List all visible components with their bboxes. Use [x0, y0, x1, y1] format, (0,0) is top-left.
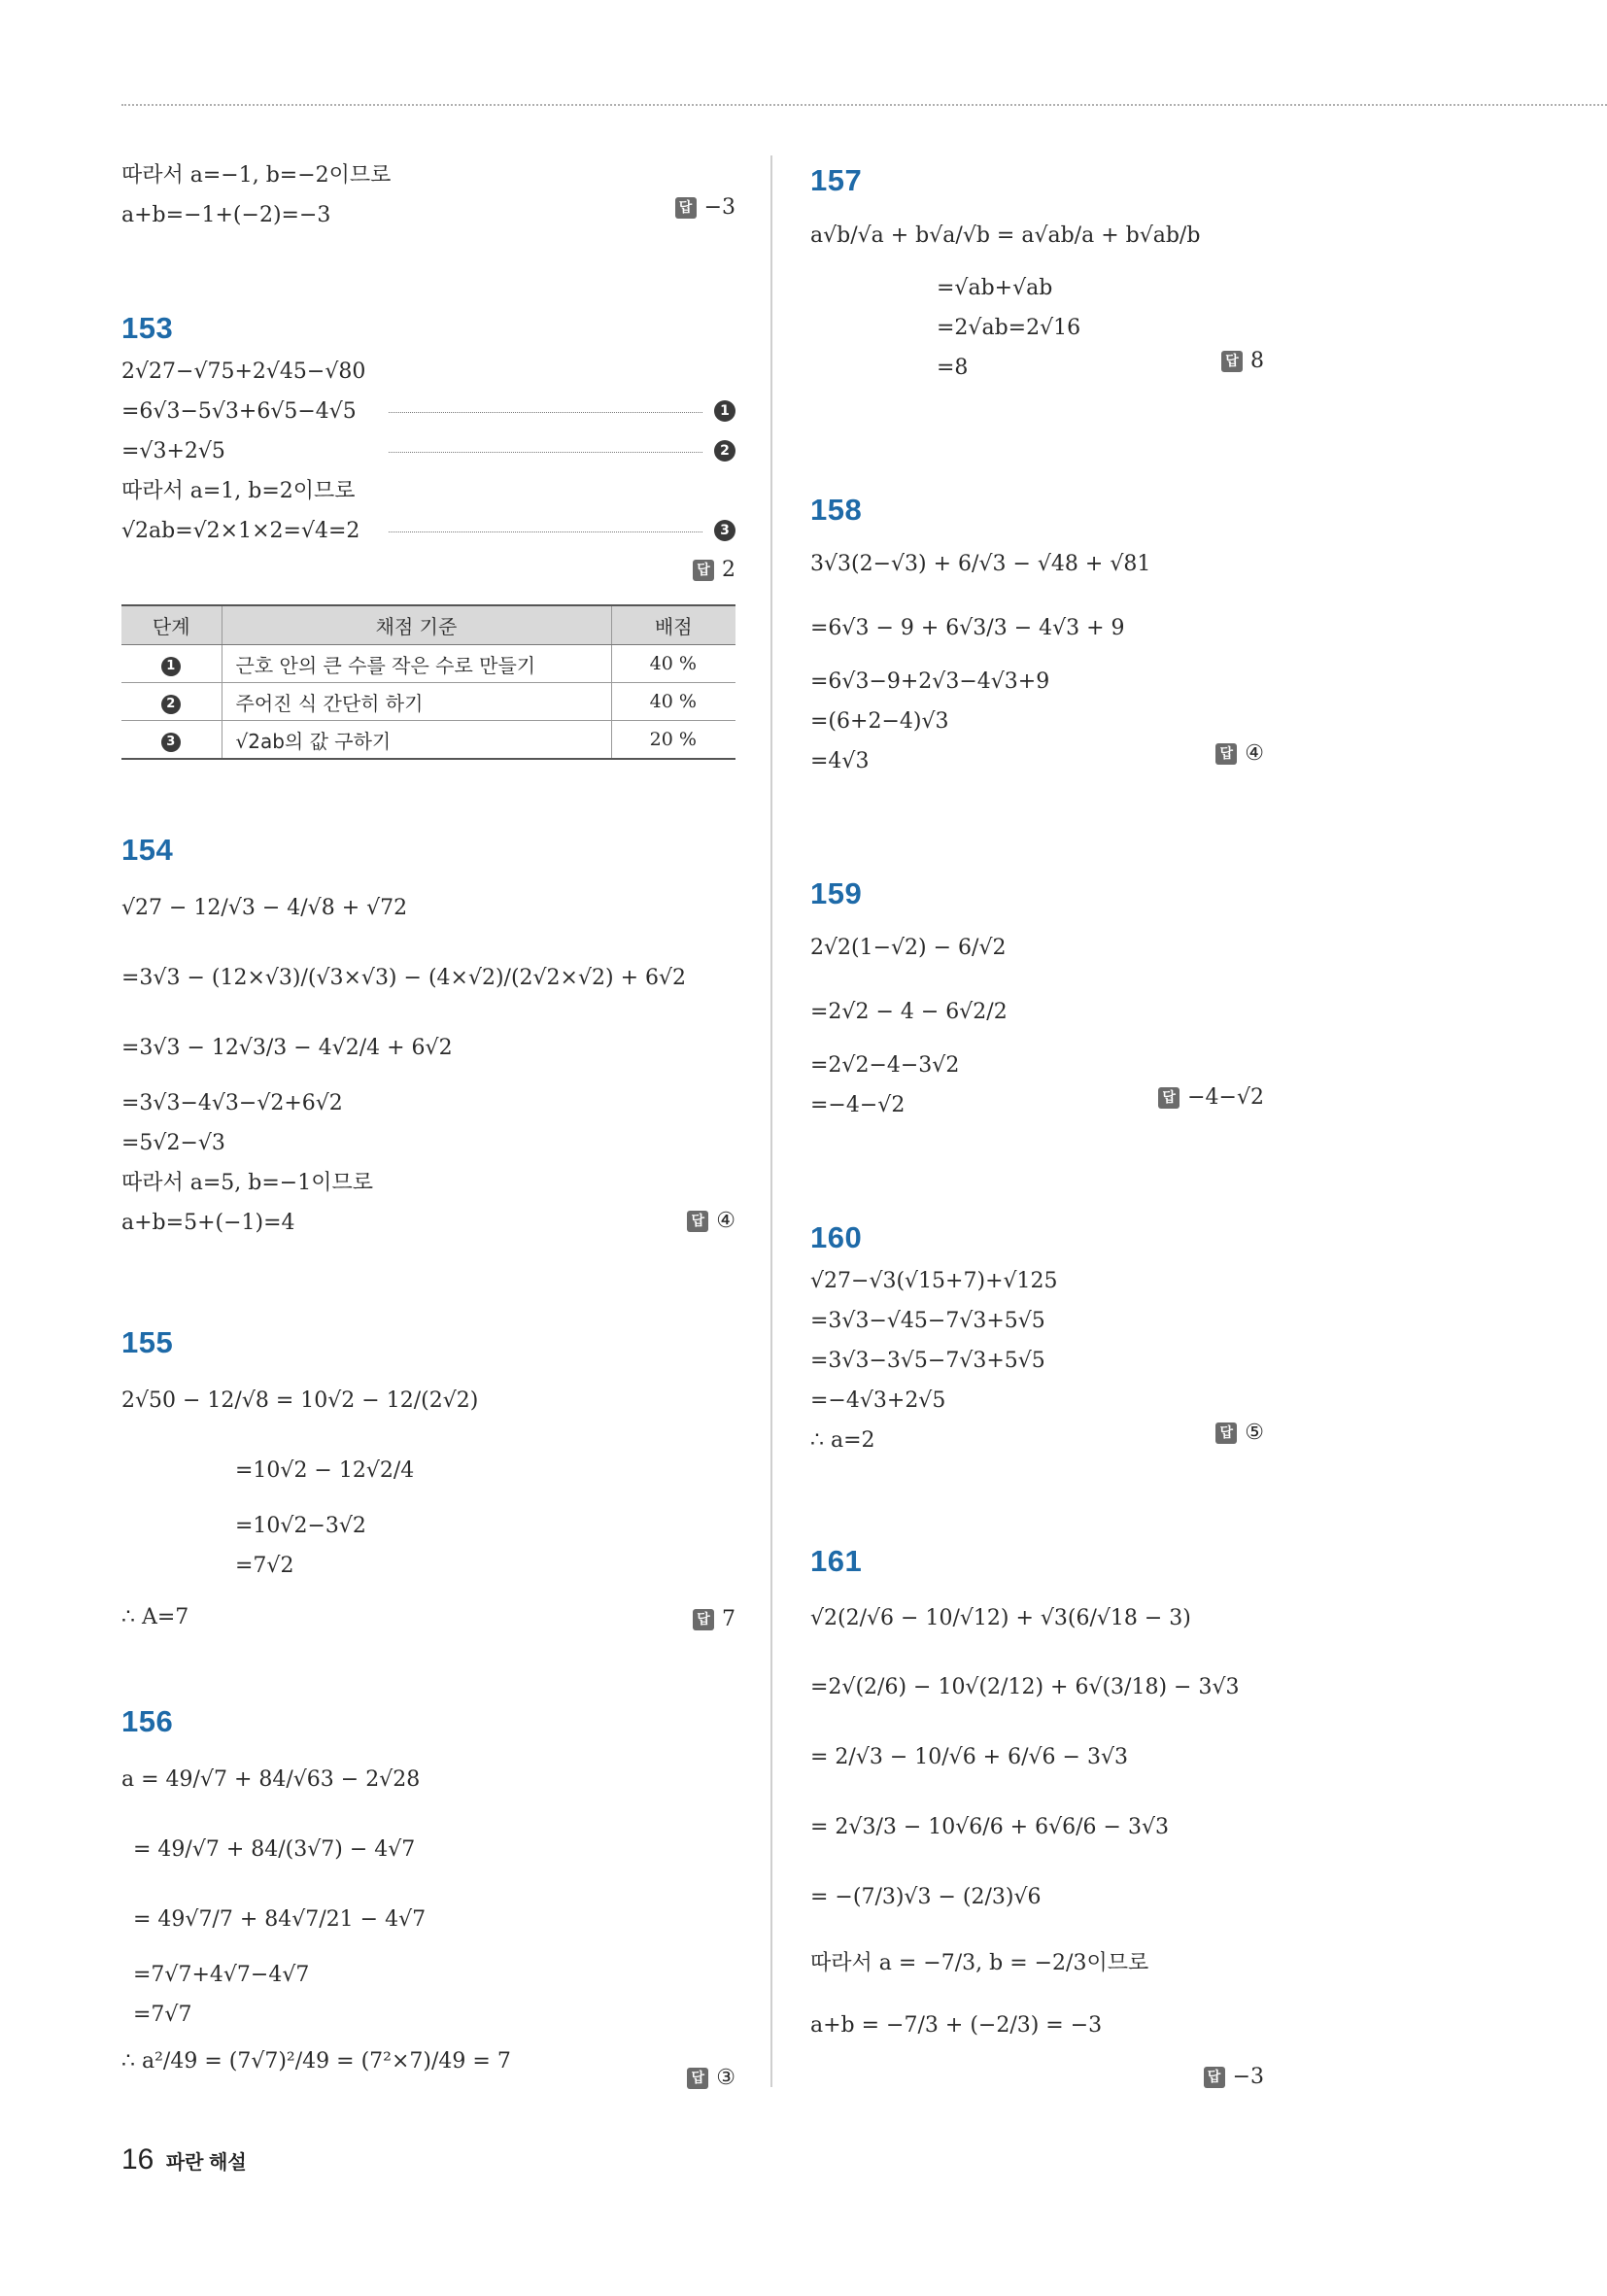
problem-number: 154	[121, 833, 174, 867]
previous-problem-continuation	[121, 155, 735, 235]
answer-value: ④	[716, 1209, 735, 1233]
solution-line: a+b=−1+(−2)=−3	[121, 203, 331, 227]
answer-icon: 답	[1215, 743, 1237, 765]
solution-line: = 49/√7 + 84/(3√7) − 4√7	[133, 1837, 416, 1862]
table-cell-step	[121, 645, 222, 683]
table-cell-step	[121, 683, 222, 721]
answer-badge	[687, 1209, 735, 1233]
solution-line: √27−√3(√15+7)+√125	[810, 1269, 1058, 1293]
solution-line-step-3	[121, 511, 735, 551]
solution-line: =√ab+√ab	[937, 276, 1053, 300]
solution-line: a+b=5+(−1)=4	[121, 1211, 295, 1235]
table-row	[121, 645, 735, 683]
solution-line: 따라서 a=−1, b=−2이므로	[121, 163, 392, 188]
table-cell-criterion: √2ab의 값 구하기	[222, 721, 611, 760]
problem-155	[121, 1323, 735, 1637]
answer-badge	[1221, 349, 1264, 373]
answer-value: −4−√2	[1187, 1085, 1264, 1110]
table-cell-criterion: 주어진 식 간단히 하기	[222, 683, 611, 721]
answer-value: ④	[1245, 741, 1264, 766]
solution-line: √27 − 12/√3 − 4/√8 + √72	[121, 896, 408, 920]
solution-line-step-1	[121, 392, 735, 431]
answer-badge	[1204, 2065, 1264, 2089]
problem-157	[810, 161, 1424, 388]
solution-line: =−4√3+2√5	[810, 1388, 946, 1413]
dotted-leader	[389, 452, 702, 453]
solution-line: 2√2(1−√2) − 6/√2	[810, 936, 1007, 960]
table-header: 채점 기준	[222, 605, 611, 645]
solution-line: 3√3(2−√3) + 6/√3 − √48 + √81	[810, 552, 1151, 576]
problem-number: 157	[810, 163, 863, 197]
solution-line: =2√(2/6) − 10√(2/12) + 6√(3/18) − 3√3	[810, 1675, 1240, 1699]
problem-156	[121, 1702, 735, 2089]
problem-number: 156	[121, 1704, 174, 1738]
step-marker-icon: 1	[161, 657, 181, 676]
answer-badge	[675, 195, 735, 220]
solution-line: =8	[937, 356, 969, 380]
solution-line: = 2/√3 − 10/√6 + 6/√6 − 3√3	[810, 1745, 1128, 1769]
solution-line: =−4−√2	[810, 1093, 906, 1117]
problem-160	[810, 1218, 1424, 1460]
book-section-title: 파란 해설	[165, 2152, 247, 2174]
answer-value: 8	[1250, 349, 1264, 373]
answer-icon: 답	[687, 2068, 708, 2089]
column-divider	[770, 155, 772, 2087]
page-number: 16	[121, 2143, 154, 2176]
solution-line: =6√3−9+2√3−4√3+9	[810, 669, 1050, 694]
solution-line: a = 49/√7 + 84/√63 − 2√28	[121, 1767, 421, 1792]
solution-line: 따라서 a = −7/3, b = −2/3이므로	[810, 1951, 1149, 1975]
solution-line: a√b/√a + b√a/√b = a√ab/a + b√ab/b	[810, 223, 1201, 248]
page-footer	[121, 2143, 247, 2176]
solution-line: =3√3−√45−7√3+5√5	[810, 1309, 1045, 1333]
answer-value: ③	[716, 2066, 735, 2090]
problem-number: 161	[810, 1544, 863, 1578]
solution-line: =2√2 − 4 − 6√2/2	[810, 1000, 1008, 1024]
dotted-leader	[389, 531, 702, 532]
table-header: 단계	[121, 605, 222, 645]
solution-line: √2(2/√6 − 10/√12) + √3(6/√18 − 3)	[810, 1606, 1191, 1630]
answer-value: −3	[703, 195, 735, 220]
solution-line: =10√2 − 12√2/4	[235, 1458, 415, 1483]
problem-number: 158	[810, 493, 863, 527]
table-cell-points: 40 %	[611, 683, 735, 721]
step-marker-icon: 3	[714, 520, 735, 541]
answer-badge	[687, 2066, 735, 2090]
step-expression: =√3+2√5	[121, 439, 225, 463]
problem-number: 155	[121, 1325, 174, 1359]
table-header-row	[121, 605, 735, 645]
solution-line: ∴ a=2	[810, 1428, 875, 1453]
solution-line: =7√2	[235, 1554, 294, 1578]
solution-line: a+b = −7/3 + (−2/3) = −3	[810, 2013, 1103, 2038]
problem-158	[810, 491, 1424, 781]
solution-line: 2√50 − 12/√8 = 10√2 − 12/(2√2)	[121, 1388, 479, 1413]
solution-line: =3√3−4√3−√2+6√2	[121, 1091, 343, 1115]
step-marker-icon: 1	[714, 400, 735, 422]
table-cell-points: 20 %	[611, 721, 735, 760]
answer-value: ⑤	[1245, 1421, 1264, 1445]
step-expression: =6√3−5√3+6√5−4√5	[121, 399, 357, 424]
page-top-divider	[121, 104, 1607, 106]
answer-icon: 답	[693, 560, 714, 581]
table-row	[121, 683, 735, 721]
answer-icon: 답	[1215, 1422, 1237, 1444]
solution-line: =3√3−3√5−7√3+5√5	[810, 1349, 1045, 1373]
solution-line-step-2	[121, 431, 735, 471]
step-marker-icon: 2	[714, 440, 735, 462]
answer-value: −3	[1232, 2065, 1264, 2089]
answer-icon: 답	[693, 1609, 714, 1630]
solution-line: =2√2−4−3√2	[810, 1053, 960, 1078]
scoring-table	[121, 604, 735, 760]
step-expression: √2ab=√2×1×2=√4=2	[121, 519, 360, 543]
table-row	[121, 721, 735, 760]
step-marker-icon: 2	[161, 695, 181, 714]
answer-value: 2	[722, 558, 735, 582]
answer-badge	[693, 558, 735, 582]
problem-number: 153	[121, 311, 174, 345]
answer-badge	[693, 1607, 735, 1631]
solution-line: =4√3	[810, 749, 870, 773]
answer-icon: 답	[1158, 1087, 1180, 1109]
solution-line: 2√27−√75+2√45−√80	[121, 360, 366, 384]
table-header: 배점	[611, 605, 735, 645]
solution-line: =7√7	[133, 2003, 192, 2027]
answer-icon: 답	[687, 1211, 708, 1232]
solution-line: =5√2−√3	[121, 1131, 225, 1155]
solution-line: =3√3 − 12√3/3 − 4√2/4 + 6√2	[121, 1036, 453, 1060]
solution-line: =7√7+4√7−4√7	[133, 1963, 310, 1987]
answer-icon: 답	[1221, 351, 1243, 372]
answer-icon: 답	[1204, 2067, 1225, 2088]
solution-line: ∴ a²/49 = (7√7)²/49 = (7²×7)/49 = 7	[121, 2049, 511, 2073]
solution-line: =3√3 − (12×√3)/(√3×√3) − (4×√2)/(2√2×√2) + 6√2	[121, 966, 687, 990]
problem-number: 159	[810, 876, 863, 910]
solution-line: =10√2−3√2	[235, 1514, 366, 1538]
answer-badge	[1215, 741, 1264, 766]
answer-value: 7	[722, 1607, 735, 1631]
solution-line: =2√ab=2√16	[937, 316, 1081, 340]
solution-line: = −(7/3)√3 − (2/3)√6	[810, 1885, 1042, 1909]
solution-line: = 49√7/7 + 84√7/21 − 4√7	[133, 1907, 427, 1932]
solution-line: = 2√3/3 − 10√6/6 + 6√6/6 − 3√3	[810, 1815, 1169, 1839]
table-cell-step	[121, 721, 222, 760]
table-cell-points: 40 %	[611, 645, 735, 683]
answer-badge	[1158, 1085, 1264, 1110]
problem-153	[121, 309, 735, 582]
problem-154	[121, 831, 735, 1243]
solution-line: =(6+2−4)√3	[810, 709, 949, 734]
solution-line: 따라서 a=5, b=−1이므로	[121, 1171, 373, 1195]
step-marker-icon: 3	[161, 733, 181, 752]
dotted-leader	[389, 412, 702, 413]
problem-161	[810, 1542, 1424, 2089]
table-cell-criterion: 근호 안의 큰 수를 작은 수로 만들기	[222, 645, 611, 683]
answer-badge	[1215, 1421, 1264, 1445]
solution-line: ∴ A=7	[121, 1605, 189, 1629]
solution-line: =6√3 − 9 + 6√3/3 − 4√3 + 9	[810, 616, 1125, 640]
answer-icon: 답	[675, 197, 697, 219]
problem-159	[810, 874, 1424, 1125]
problem-number: 160	[810, 1220, 863, 1254]
solution-line: 따라서 a=1, b=2이므로	[121, 479, 356, 503]
